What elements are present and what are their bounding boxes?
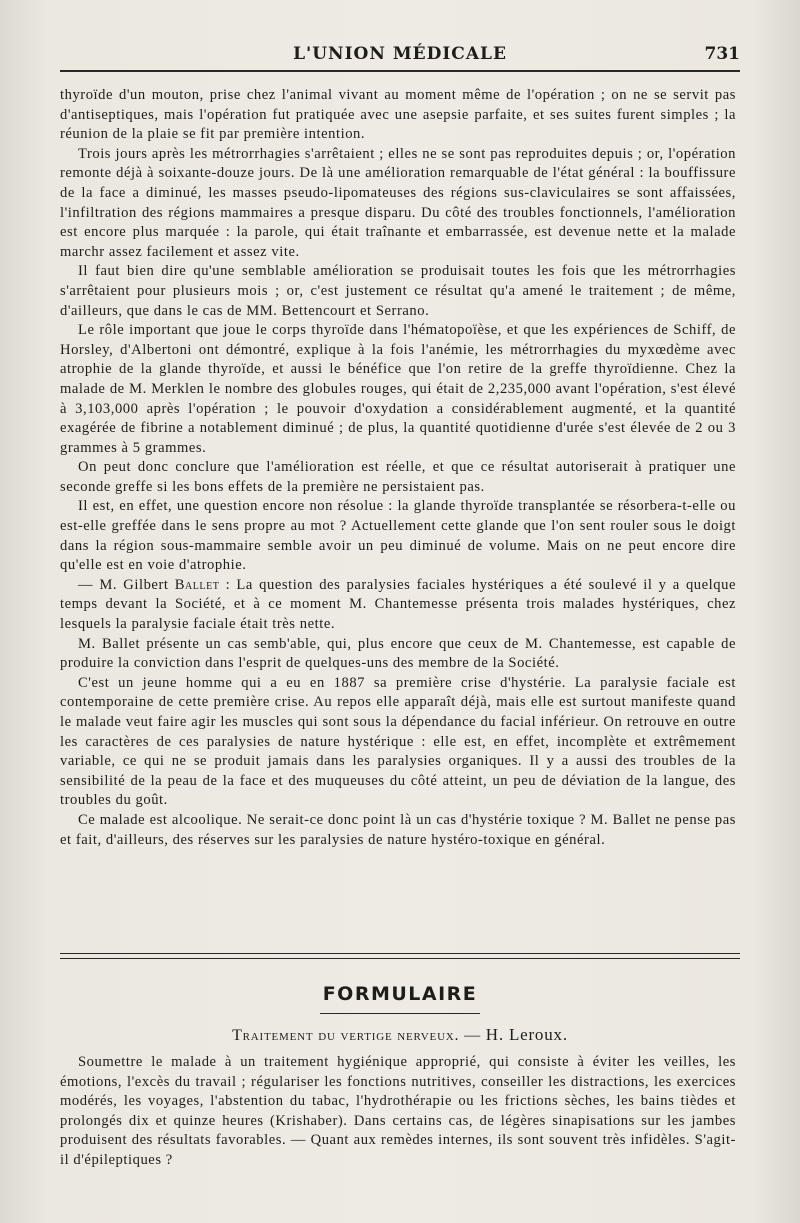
paragraph: C'est un jeune homme qui a eu en 1887 sa première crise d'hystérie. La paralysie faciale est contemporaine de cette première crise. Au repos elle apparaît déjà, mais elle est surtout manifeste quand le malade veut faire agir les muscles qui sont sous la dépendance du facial inférieur. On retrouve en outre les caractères de ces paralysies de nature hystérique : elle est, en effet, incomplète et extrêmement variable, ce qui ne se produit jamais dans les paralysies organiques. Il y a aussi des troubles de la sensibilité de la peau de la face et des muqueuses du côté atteint, un peu de déviation de la langue, des troubles du goût. — [60, 674, 736, 809]
formulaire-underline — [320, 1013, 480, 1014]
journal-title: L'UNION MÉDICALE — [293, 44, 507, 64]
page-number: 731 — [704, 44, 740, 64]
paragraph: Il est, en effet, une question encore non résolue : la glande thyroïde transplantée se résorbera-t-elle ou est-elle greffée dans le sens propre au mot ? Actuellement cette glande que l'on sent rouler sous le doigt dans la région sous-mammaire semble avoir un peu diminué de volume. Mais on ne peut encore dire qu'elle est en voie d'atrophie. — [60, 498, 736, 574]
paragraph: M. Ballet présente un cas semb'able, qui, plus encore que ceux de M. Chantemesse, est capable de produire la conviction dans l'esprit de quelques-uns des membre de la Société. — [60, 635, 736, 672]
paragraph: Le rôle important que joue le corps thyroïde dans l'hématopoïèse, et que les expériences de Schiff, de Horsley, d'Albertoni ont démontré, explique à la fois l'anémie, les métrorrhagies du myxœdème avec atrophie de la glande thyroïde, et aussi le bénéfice que l'on retire de la greffe thyroïdienne. Chez la malade de M. Merklen le nombre des globules rouges, qui était de 2,235,000 avant l'opération, s'est élevé à 3,103,000 après l'opération ; le pouvoir d'oxydation a considérablement augmenté, et la quantité exagérée de fibrine a notablement diminué ; de plus, la quantité quotidienne d'urée s'est élevée de 2 ou 3 grammes à 5 grammes. — [60, 322, 736, 456]
header-rule — [60, 70, 740, 72]
paragraph: Ce malade est alcoolique. Ne serait-ce donc point là un cas d'hystérie toxique ? M. Ballet ne pense pas et fait, d'ailleurs, des réserves sur les paralysies de nature hystéro-toxique en général. — [60, 811, 736, 848]
paragraph: Soumettre le malade à un traitement hygiénique approprié, qui consiste à éviter les veilles, les émotions, l'excès du travail ; régulariser les fonctions nutritives, conseiller les distractions, les exercices modérés, les voyages, l'abstention du tabac, l'hydrothérapie ou les frictions sèches, les bains tièdes et prolongés dix et quinze heures (Krishaber). Dans certains cas, de légères sinapisations sur les jambes produisent des résultats favorables. — Quant aux remèdes internes, ils sont souvent très infidèles. S'agit-il d'épileptiques ? — [60, 1054, 736, 1168]
page-header — [60, 44, 740, 70]
ballet-intro-text: : La question des paralysies faciales hystériques a été soulevé il y a quelque temps devant la Société, et à ce moment M. Chantemesse présenta trois malades hystériques, chez lesquels la paralysie faciale était très nette. — [60, 576, 736, 633]
paragraph: Trois jours après les métrorrhagies s'arrêtaient ; elles ne se sont pas reproduites depuis ; or, l'opération remonte déjà à soixante-douze jours. De là une amélioration remarquable de l'état général : la bouffissure de la face a diminué, les masses pseudo-lipomateuses des régions sus-claviculaires se sont affaissées, l'infiltration des régions mammaires a presque disparu. Du côté des troubles fonctionnels, l'amélioration est encore plus marquée : la parole, qui était traînante et embarrassée, est devenue nette et la malade marchr assez facilement et assez vite. — [60, 145, 736, 260]
recipe-dash: — — [459, 1027, 486, 1044]
section-divider — [60, 953, 740, 954]
paragraph: Il faut bien dire qu'une semblable amélioration se produisait toutes les fois que les métrorrhagies s'arrêtaient pour plusieurs mois ; or, c'est justement ce résultat qu'a amené le traitement ; de même, d'ailleurs, que dans le cas de MM. Bettencourt et Serrano. — [60, 263, 736, 319]
formulaire-heading: FORMULAIRE — [322, 983, 478, 1005]
recipe-body — [60, 1053, 736, 1171]
ballet-intro-paragraph — [60, 576, 736, 635]
speaker-name: Ballet — [174, 576, 220, 593]
recipe-author: H. Leroux. — [485, 1025, 568, 1044]
article-body — [60, 86, 736, 850]
recipe-heading — [60, 1025, 740, 1045]
paragraph: thyroïde d'un mouton, prise chez l'animal vivant au moment même de l'opération ; on ne se servit pas d'antiseptiques, mais l'opération fut pratiquée avec une asepsie parfaite, et ses suites furent simples ; la réunion de la plaie se fit par première intention. — [60, 87, 736, 143]
ballet-intro-prefix: — M. Gilbert — [78, 576, 175, 593]
paragraph: On peut donc conclure que l'amélioration est réelle, et que ce résultat autoriserait à pratiquer une seconde greffe si les bons effets de la première ne persistaient pas. — [60, 459, 736, 495]
section-divider — [60, 958, 740, 959]
recipe-title: Traitement du vertige nerveux. — [232, 1027, 460, 1044]
